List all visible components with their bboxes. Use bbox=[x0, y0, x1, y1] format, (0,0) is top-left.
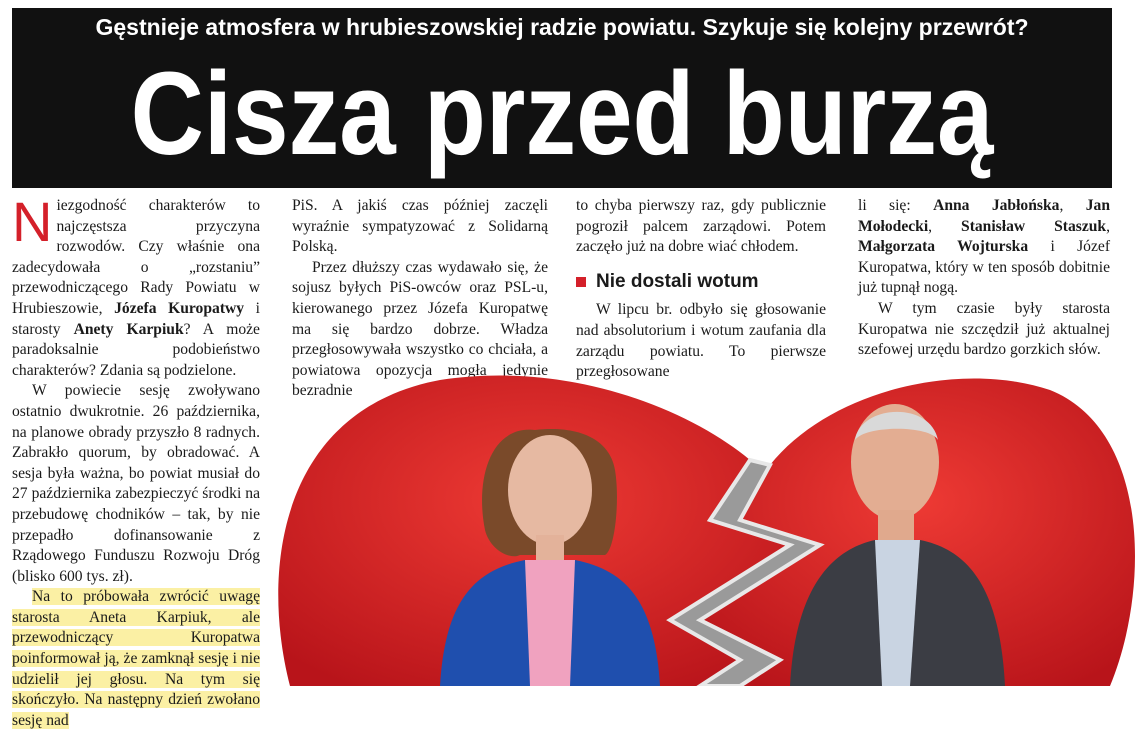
square-bullet-icon bbox=[576, 277, 586, 287]
article-photo bbox=[270, 370, 1140, 686]
paragraph: W lipcu br. odbyło się głosowanie nad absolutorium i wotum zaufania dla zarządu powiatu. To pierwsze przegłosowane bbox=[576, 301, 826, 381]
text: iezgodność charakterów to najczęstsza przyczyna rozwodów. Czy właśnie ona zadecydowała o „rozstaniu” przewodniczącego Rady Powiatu w Hrubieszowie, bbox=[12, 197, 260, 317]
paragraph: W tym czasie były starosta Kuropatwa nie szczędził już aktualnej szefowej urzędu bardzo gorzkich słów. bbox=[858, 299, 1110, 359]
paragraph: Przez dłuższy czas wydawało się, że sojusz byłych PiS-owców oraz PSL-u, kierowanego przez Józefa Kuropatwę ma się bardzo dobrze. Władza przegłosowywała wszystko co chciała, a powiatowa opozycja mogła jedynie bezradnie bbox=[292, 258, 548, 400]
article-column-1 bbox=[12, 190, 260, 731]
paragraph: PiS. A jakiś czas później zaczęli wyraźnie sympatyzować z Solidarną Polską. bbox=[292, 197, 548, 256]
text: li się: bbox=[858, 197, 934, 214]
paragraph: to chyba pierwszy raz, gdy publicznie pogroził palcem zarządowi. Potem zaczęło już na dobre wiać chłodem. bbox=[576, 197, 826, 256]
article-column-4 bbox=[858, 196, 1110, 361]
highlighted-paragraph bbox=[12, 587, 260, 731]
highlight: Na to próbowała zwrócić uwagę starosta Aneta Karpiuk, ale przewodniczący Kuropatwa poinformował ją, że zamknął sesję i nie udzielił jej głosu. Na tym się skończyło. Na następny dzień zwołano sesję nad bbox=[12, 588, 260, 729]
person-name: Józefa Kuropatwy bbox=[114, 299, 245, 317]
person-name: Anety Karpiuk bbox=[73, 320, 184, 338]
person-name: Anna Jabłońska bbox=[933, 197, 1060, 214]
broken-heart-illustration bbox=[270, 370, 1140, 686]
text: , bbox=[1059, 197, 1086, 214]
drop-cap: N bbox=[12, 190, 53, 253]
person-name: Małgorzata Wojturska bbox=[858, 238, 1029, 256]
text: i Józef Kuropatwa, który w ten sposób dobitnie już tupnął nogą. bbox=[858, 238, 1111, 297]
person-name: Stanisław Staszuk bbox=[961, 217, 1107, 235]
person-name: Jan Mołodecki bbox=[858, 197, 1110, 235]
kicker: Gęstnieje atmosfera w hrubieszowskiej radzie powiatu. Szykuje się kolejny przewrót? bbox=[95, 14, 1029, 40]
paragraph: W powiecie sesję zwoływano ostatnio dwukrotnie. 26 października, na planowe obrady przyszło 8 radnych. Zabrakło quorum, by obradować. A sesja była ważna, bo powiat musiał do 27 października zabezpieczyć środki na przebudowę chodników – tak, by nie przepadło dofinansowanie z Rządowego Funduszu Rozwoju Dróg (blisko 600 tys. zł). bbox=[12, 382, 260, 585]
paragraph bbox=[858, 196, 1110, 299]
text: i starosty bbox=[12, 299, 260, 338]
text: , bbox=[928, 217, 962, 235]
subheading-text: Nie dostali wotum bbox=[596, 270, 759, 292]
subheading bbox=[576, 272, 826, 293]
paragraph bbox=[12, 190, 260, 381]
text: ? A może paradoksalnie podobieństwo charakterów? Zdania są podzielone. bbox=[12, 320, 260, 379]
masthead bbox=[12, 8, 1112, 188]
headline: Cisza przed burzą bbox=[130, 48, 994, 180]
text: , bbox=[1106, 217, 1110, 235]
article-column-3 bbox=[576, 196, 826, 383]
